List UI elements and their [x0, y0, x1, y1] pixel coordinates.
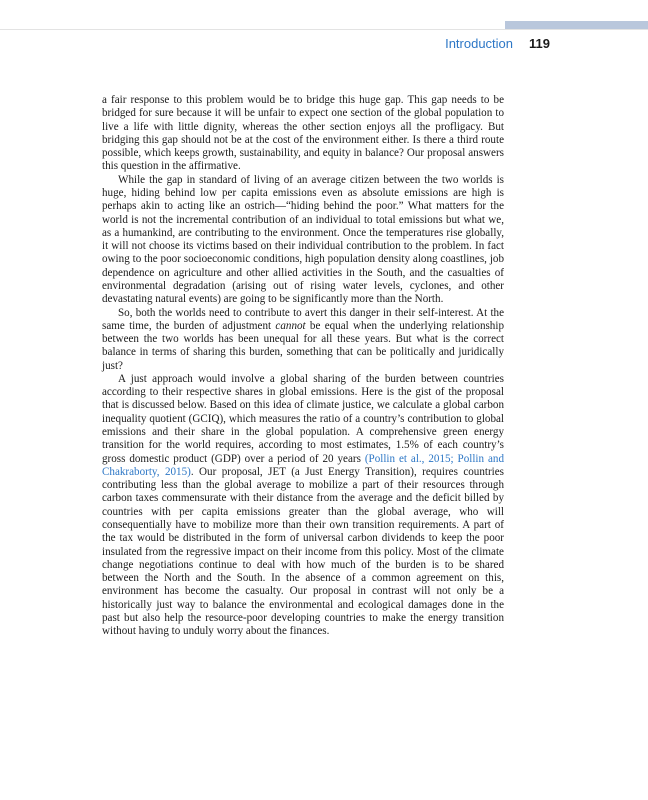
paragraph-3 [102, 307, 504, 373]
paragraph-3-text-b: be equal when the underlying relationship between the two worlds has been unequal for all these years. But what is the correct balance in terms of sharing this burden, something that can be politically and juridically just? [102, 319, 504, 372]
paragraph-2: While the gap in standard of living of an average citizen between the two worlds is huge, hiding behind low per capita emissions even as absolute emissions are high is perhaps akin to acting like an ostrich—“hiding behind the poor.” What matters for the world is not the incremental contribution of an individual to total emissions but what we, as a humankind, are contributing to the environment. Once the temperatures rise globally, it will not choose its victims based on their individual contribution to the problem. In fact owing to the poor socioeconomic conditions, high population density along coastlines, job dependence on agriculture and other allied activities in the South, and the casualties of environmental degradation (arising out of rising water levels, cyclones, and other devastating natural events) are going to be significantly more than the North. [102, 173, 504, 306]
emphasis-cannot: cannot [275, 319, 306, 332]
paragraph-4-text-a: A just approach would involve a global sharing of the burden between countries according to their respective shares in global emissions. Here is the gist of the proposal that is discussed below. Based on this idea of climate justice, we calculate a global carbon inequality quotient (GCIQ), which measures the ratio of a country’s contribution to global emissions and their share in the global population. A comprehensive green energy transition for the world requires, according to most estimates, 1.5% of each country’s gross domestic product (GDP) over a period of 20 years [102, 372, 504, 465]
paragraph-4-text-b: . Our proposal, JET (a Just Energy Transition), requires countries contributing less than the global average to mobilize a part of their resources through carbon taxes commensurate with their distance from the average and the deficit billed by countries with per capita emissions greater than the global average, who will consequentially have to mobilize more than their own transition requirements. A part of the tax would be distributed in the form of universal carbon dividends to keep the poor insulated from the regressive impact on their income from this policy. Most of the climate change negotiations continue to deal with how much of the burden is to be shared between the North and the South. In the absence of a common agreement on this, environment has become the casualty. Our proposal in contrast will not only be a historically just way to balance the environmental and ecological damages done in the past but also help the resource-poor developing countries to make the energy transition without having to unduly worry about the finances. [102, 465, 504, 638]
page-number: 119 [529, 36, 550, 51]
paragraph-1: a fair response to this problem would be to bridge this huge gap. This gap needs to be bridged for sure because it will be unfair to expect one section of the global population to live a life with little dignity, whereas the other section enjoys all the profligacy. But bridging this gap should not be at the cost of the environment either. Is there a third route possible, which keeps growth, sustainability, and equity in balance? Our proposal answers this question in the affirmative. [102, 94, 504, 173]
running-head [420, 35, 550, 53]
citation-link[interactable]: (Pollin et al., 2015; Pollin and Chakraborty, 2015) [102, 452, 504, 478]
section-name: Introduction [445, 36, 514, 51]
header-rule [0, 29, 648, 30]
paragraph-4 [102, 373, 504, 639]
paragraph-3-text-a: So, both the worlds need to contribute to avert this danger in their self-interest. At the same time, the burden of adjustment [102, 306, 504, 332]
body-text [102, 94, 504, 639]
